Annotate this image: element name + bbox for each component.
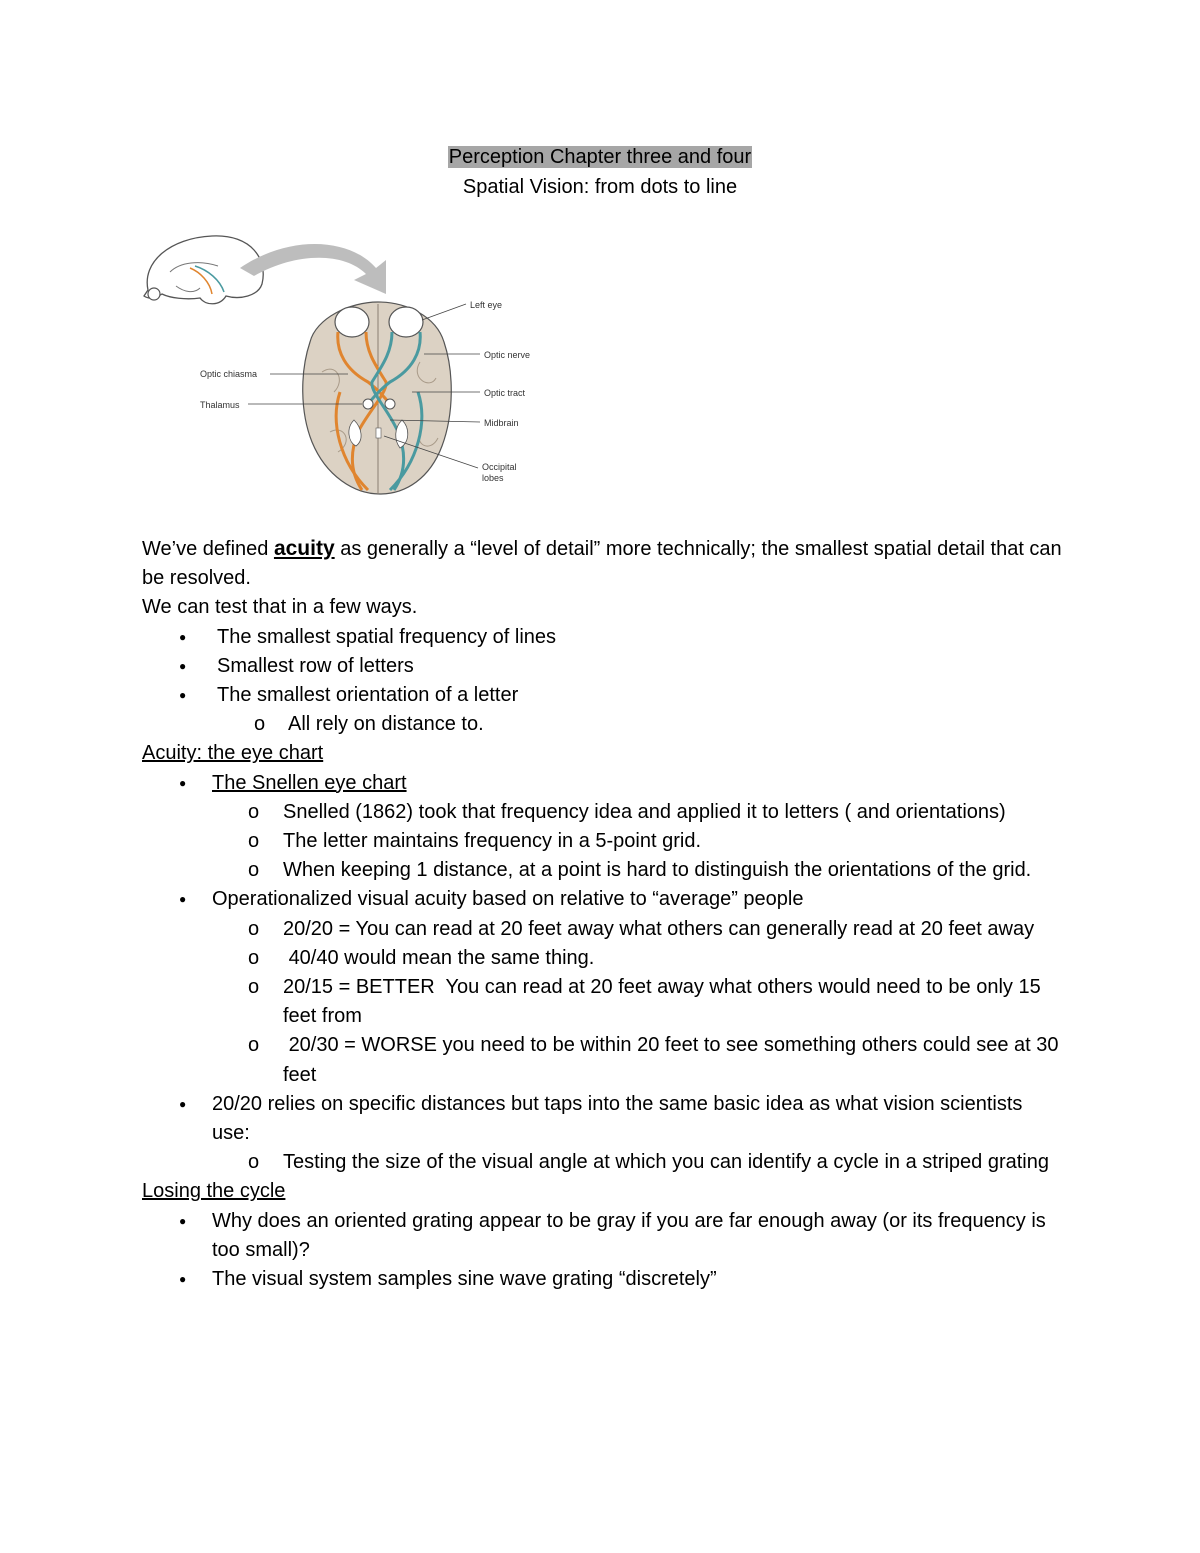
label-occipital: Occipital: [482, 462, 517, 472]
list-item: ● Operationalized visual acuity based on relative to “average” people: [142, 885, 1062, 914]
page-title: Perception Chapter three and four: [448, 146, 752, 168]
sub-list-item: o Snelled (1862) took that frequency idea and applied it to letters ( and orientations): [142, 798, 1062, 827]
list-item: ● The smallest spatial frequency of lines: [142, 623, 1062, 652]
label-optic-nerve: Optic nerve: [484, 350, 531, 360]
brain-axial-diagram: [303, 302, 452, 494]
sub-list-item: o 20/30 = WORSE you need to be within 20 feet to see something others could see at 30 feet: [142, 1031, 1062, 1089]
visual-pathway-figure: [140, 232, 540, 497]
list-item: ● The smallest orientation of a letter: [142, 681, 1062, 710]
sub-list-item: o Testing the size of the visual angle at which you can identify a cycle in a striped grating: [142, 1148, 1062, 1177]
page-subtitle: Spatial Vision: from dots to line: [462, 176, 738, 198]
acuity-term: acuity: [273, 537, 335, 560]
list-item-snellen: ● The Snellen eye chart: [142, 769, 1062, 798]
label-thalamus: Thalamus: [200, 400, 240, 410]
sub-list-item: o The letter maintains frequency in a 5-point grid.: [142, 827, 1062, 856]
label-midbrain: Midbrain: [484, 418, 519, 428]
sub-list-item: o 20/20 = You can read at 20 feet away what others can generally read at 20 feet away: [142, 915, 1062, 944]
list-item: ● Why does an oriented grating appear to be gray if you are far enough away (or its frequency is too small)?: [142, 1207, 1062, 1265]
test-line: We can test that in a few ways.: [142, 596, 418, 619]
section-heading-losing-cycle: Losing the cycle: [142, 1180, 286, 1203]
list-item: ● Smallest row of letters: [142, 652, 1062, 681]
sub-list-item: o 40/40 would mean the same thing.: [142, 944, 1062, 973]
section-heading-eye-chart: Acuity: the eye chart: [142, 742, 324, 765]
list-item: ● 20/20 relies on specific distances but taps into the same basic idea as what vision scientists use:: [142, 1090, 1062, 1148]
label-left-eye: Left eye: [470, 300, 503, 310]
sub-list-item: o 20/15 = BETTER You can read at 20 feet away what others would need to be only 15 feet from: [142, 973, 1062, 1031]
list-item: ● The visual system samples sine wave grating “discretely”: [142, 1265, 1062, 1294]
label-optic-tract: Optic tract: [484, 388, 526, 398]
sub-list-item: o All rely on distance to.: [142, 710, 1062, 739]
label-optic-chiasma: Optic chiasma: [200, 369, 258, 379]
sub-list-item: o When keeping 1 distance, at a point is hard to distinguish the orientations of the grid.: [142, 856, 1062, 885]
intro-paragraph: We’ve defined acuity as generally a “level of detail” more technically; the smallest spatial detail that can be resolved.: [142, 537, 1062, 590]
curved-arrow-icon: [240, 244, 386, 294]
label-lobes: lobes: [482, 473, 504, 483]
document-body: [142, 534, 1065, 1294]
